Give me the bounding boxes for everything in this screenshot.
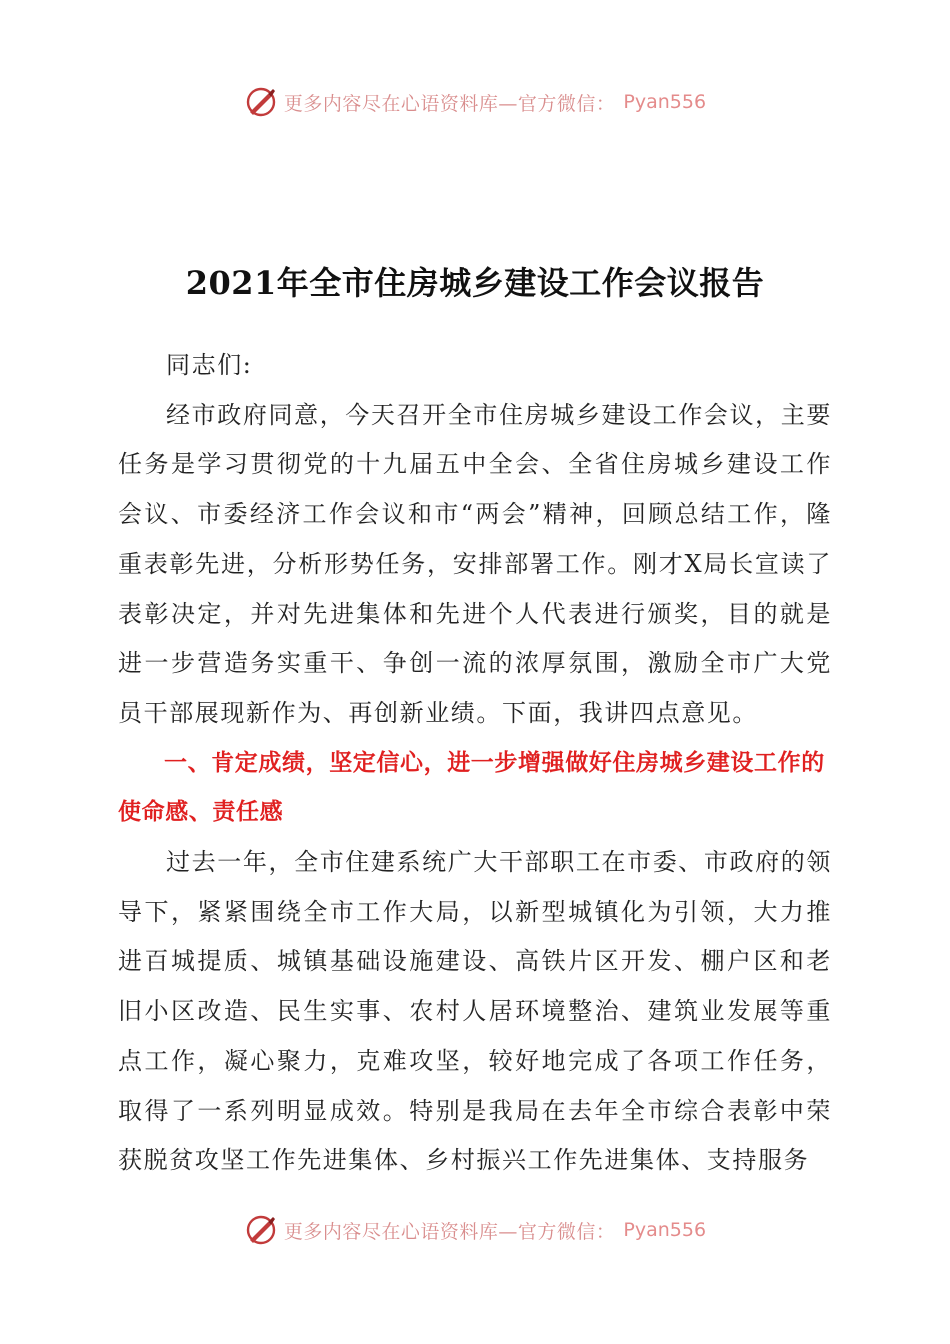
footer-banner-content — [244, 1213, 706, 1247]
footer-banner-wechat-id: Pyan556 — [623, 1219, 707, 1241]
document-body — [118, 341, 832, 1186]
greeting: 同志们: — [166, 351, 253, 379]
header-banner-text: 更多内容尽在心语资料库—官方微信： — [283, 92, 616, 115]
document-title: 2021年全市住房城乡建设工作会议报告 — [185, 264, 765, 302]
footer-banner — [0, 1210, 950, 1250]
intro-paragraph: 经市政府同意，今天召开全市住房城乡建设工作会议，主要任务是学习贯彻党的十九届五中全会、全省住房城乡建设工作会议、市委经济工作会议和市“两会”精神，回顾总结工作，隆重表彰先进，分析形势任务，安排部署工作。刚才X局长宣读了表彰决定，并对先进集体和先进个人代表进行颁奖，目的就是进一步营造务实重干、争创一流的浓厚氛围，激励全市广大党员干部展现新作为、再创新业绩。下面，我讲四点意见。 — [118, 400, 832, 727]
header-banner-wechat-id: Pyan556 — [623, 91, 707, 113]
footer-banner-text: 更多内容尽在心语资料库—官方微信： — [283, 1220, 616, 1243]
section-heading-1: 一、肯定成绩，坚定信心，进一步增强做好住房城乡建设工作的使命感、责任感 — [118, 749, 825, 826]
pen-circle-logo-icon — [244, 85, 278, 119]
pen-circle-logo-icon — [244, 1213, 278, 1247]
header-banner — [0, 82, 950, 122]
header-banner-content — [244, 85, 706, 119]
section-1-paragraph: 过去一年，全市住建系统广大干部职工在市委、市政府的领导下，紧紧围绕全市工作大局，以新型城镇化为引领，大力推进百城提质、城镇基础设施建设、高铁片区开发、棚户区和老旧小区改造、民生实事、农村人居环境整治、建筑业发展等重点工作，凝心聚力，克难攻坚，较好地完成了各项工作任务，取得了一系列明显成效。特别是我局在去年全市综合表彰中荣获脱贫攻坚工作先进集体、乡村振兴工作先进集体、支持服务 — [118, 848, 832, 1175]
